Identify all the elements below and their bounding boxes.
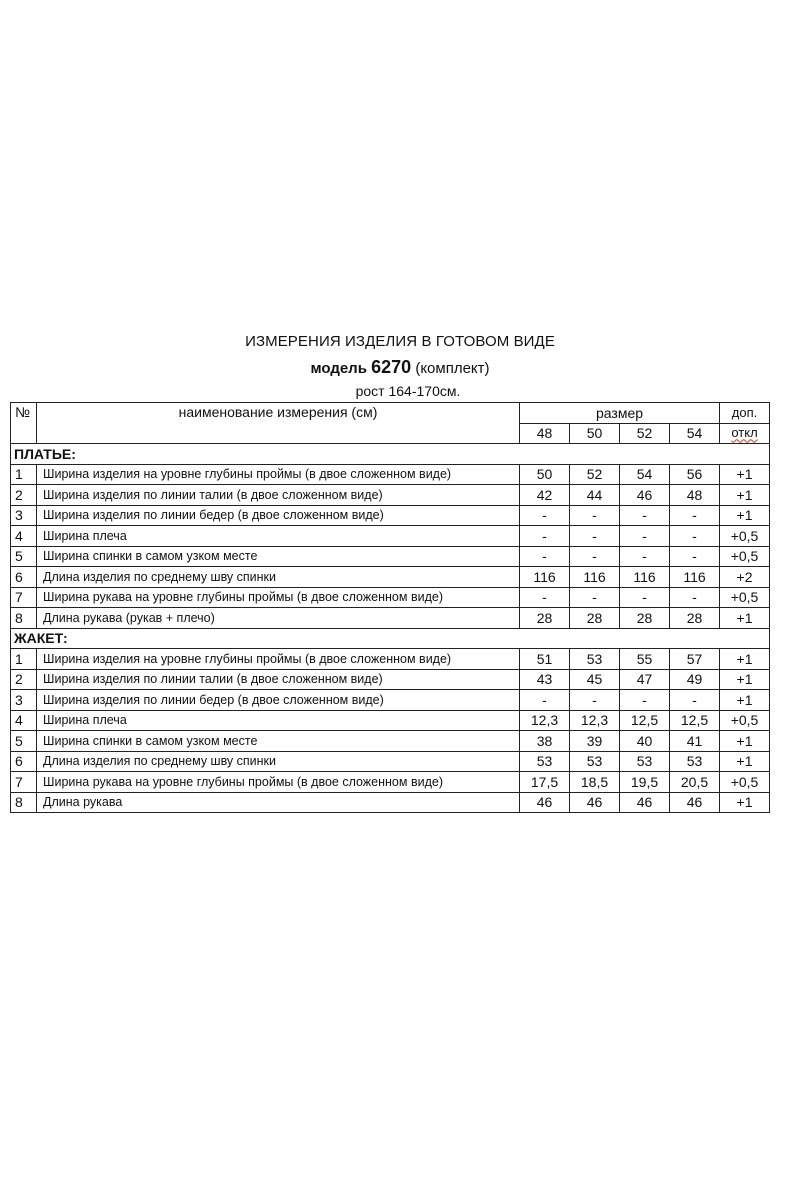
table-row	[11, 751, 770, 772]
size-value-cell: -	[620, 690, 670, 711]
size-value-cell: -	[520, 546, 570, 567]
size-value-cell: 28	[520, 608, 570, 629]
tolerance-header-line-1: доп.	[720, 403, 770, 424]
size-value-cell: 53	[670, 751, 720, 772]
size-value-cell: 44	[570, 485, 620, 506]
tolerance-cell: +1	[720, 649, 770, 670]
size-value-cell: 116	[570, 567, 620, 588]
measurement-name: Ширина рукава на уровне глубины проймы (в двое сложенном виде)	[37, 587, 520, 608]
row-number: 7	[11, 772, 37, 793]
row-number: 8	[11, 792, 37, 813]
size-value-cell: 39	[570, 731, 620, 752]
size-value-cell: 46	[620, 792, 670, 813]
size-value-cell: -	[670, 690, 720, 711]
size-value-cell: -	[620, 546, 670, 567]
measurement-name: Длина рукава	[37, 792, 520, 813]
table-row	[11, 792, 770, 813]
model-line	[0, 357, 800, 378]
size-value-cell: 28	[570, 608, 620, 629]
size-value-cell: -	[670, 526, 720, 547]
measurement-name: Ширина изделия по линии бедер (в двое сложенном виде)	[37, 690, 520, 711]
tolerance-cell: +1	[720, 464, 770, 485]
section-title: ЖАКЕТ:	[11, 628, 770, 649]
size-value-cell: -	[520, 505, 570, 526]
tolerance-cell: +1	[720, 792, 770, 813]
size-value-cell: 28	[620, 608, 670, 629]
size-value-cell: 48	[670, 485, 720, 506]
row-number: 6	[11, 567, 37, 588]
size-value-cell: 53	[570, 649, 620, 670]
size-value-cell: 28	[670, 608, 720, 629]
size-value-cell: 53	[620, 751, 670, 772]
measurement-name: Ширина изделия на уровне глубины проймы (в двое сложенном виде)	[37, 464, 520, 485]
size-value-cell: -	[670, 546, 720, 567]
size-value-cell: 116	[520, 567, 570, 588]
size-value-cell: 45	[570, 669, 620, 690]
row-number: 2	[11, 485, 37, 506]
size-column-header: размер	[520, 403, 720, 424]
size-value-cell: -	[570, 690, 620, 711]
row-number: 1	[11, 464, 37, 485]
table-row	[11, 649, 770, 670]
table-row	[11, 526, 770, 547]
size-value-cell: 12,5	[620, 710, 670, 731]
row-number: 2	[11, 669, 37, 690]
tolerance-cell: +2	[720, 567, 770, 588]
size-value-cell: 57	[670, 649, 720, 670]
name-column-header: наименование измерения (см)	[37, 403, 520, 444]
row-number: 5	[11, 546, 37, 567]
measurement-name: Ширина изделия по линии талии (в двое сложенном виде)	[37, 485, 520, 506]
tolerance-header-line-2	[720, 423, 770, 444]
model-suffix: (комплект)	[415, 360, 490, 377]
section-title: ПЛАТЬЕ:	[11, 444, 770, 465]
tolerance-cell: +1	[720, 669, 770, 690]
size-value-cell: 116	[620, 567, 670, 588]
row-number: 1	[11, 649, 37, 670]
size-48-header: 48	[520, 423, 570, 444]
height-range: рост 164-170см.	[355, 383, 461, 399]
size-value-cell: -	[520, 690, 570, 711]
tolerance-cell: +0,5	[720, 546, 770, 567]
row-number: 4	[11, 526, 37, 547]
tolerance-cell: +0,5	[720, 772, 770, 793]
size-value-cell: 18,5	[570, 772, 620, 793]
size-52-header: 52	[620, 423, 670, 444]
tolerance-cell: +1	[720, 690, 770, 711]
size-value-cell: -	[570, 587, 620, 608]
row-number: 8	[11, 608, 37, 629]
size-value-cell: -	[620, 526, 670, 547]
table-row	[11, 731, 770, 752]
model-label: модель	[310, 360, 367, 377]
size-value-cell: 55	[620, 649, 670, 670]
measurement-name: Ширина спинки в самом узком месте	[37, 731, 520, 752]
size-value-cell: 56	[670, 464, 720, 485]
size-value-cell: 19,5	[620, 772, 670, 793]
size-value-cell: 54	[620, 464, 670, 485]
size-value-cell: -	[520, 526, 570, 547]
size-value-cell: 46	[620, 485, 670, 506]
size-value-cell: 46	[670, 792, 720, 813]
tolerance-cell: +1	[720, 505, 770, 526]
size-value-cell: -	[570, 505, 620, 526]
size-value-cell: -	[620, 505, 670, 526]
table-row	[11, 505, 770, 526]
size-value-cell: 116	[670, 567, 720, 588]
table-row	[11, 608, 770, 629]
measurement-name: Длина изделия по среднему шву спинки	[37, 751, 520, 772]
size-value-cell: -	[670, 587, 720, 608]
row-number: 3	[11, 505, 37, 526]
size-value-cell: 40	[620, 731, 670, 752]
size-54-header: 54	[670, 423, 720, 444]
tolerance-cell: +0,5	[720, 526, 770, 547]
size-value-cell: 17,5	[520, 772, 570, 793]
size-value-cell: 46	[520, 792, 570, 813]
table-row	[11, 485, 770, 506]
tolerance-cell: +1	[720, 485, 770, 506]
measurements-table	[10, 402, 770, 813]
size-value-cell: 43	[520, 669, 570, 690]
size-value-cell: 51	[520, 649, 570, 670]
measurement-name: Ширина рукава на уровне глубины проймы (в двое сложенном виде)	[37, 772, 520, 793]
size-value-cell: 52	[570, 464, 620, 485]
table-row	[11, 464, 770, 485]
size-value-cell: 20,5	[670, 772, 720, 793]
size-value-cell: 53	[520, 751, 570, 772]
table-row	[11, 669, 770, 690]
section-header-row	[11, 444, 770, 465]
row-number: 5	[11, 731, 37, 752]
size-value-cell: 38	[520, 731, 570, 752]
measurement-name: Ширина плеча	[37, 526, 520, 547]
size-value-cell: 49	[670, 669, 720, 690]
number-column-header: №	[11, 403, 37, 444]
row-number: 6	[11, 751, 37, 772]
measurement-name: Ширина изделия по линии талии (в двое сложенном виде)	[37, 669, 520, 690]
size-value-cell: 12,5	[670, 710, 720, 731]
size-value-cell: -	[570, 546, 620, 567]
table-row	[11, 690, 770, 711]
model-number: 6270	[371, 357, 412, 377]
table-row	[11, 772, 770, 793]
size-value-cell: -	[570, 526, 620, 547]
size-value-cell: 47	[620, 669, 670, 690]
measurement-name: Ширина изделия на уровне глубины проймы (в двое сложенном виде)	[37, 649, 520, 670]
size-value-cell: 42	[520, 485, 570, 506]
measurement-name: Ширина плеча	[37, 710, 520, 731]
size-value-cell: 12,3	[520, 710, 570, 731]
document-title: ИЗМЕРЕНИЯ ИЗДЕЛИЯ В ГОТОВОМ ВИДЕ	[245, 333, 555, 350]
row-number: 7	[11, 587, 37, 608]
table-row	[11, 710, 770, 731]
measurement-name: Длина рукава (рукав + плечо)	[37, 608, 520, 629]
row-number: 4	[11, 710, 37, 731]
size-value-cell: 50	[520, 464, 570, 485]
size-value-cell: 41	[670, 731, 720, 752]
section-header-row	[11, 628, 770, 649]
tolerance-cell: +0,5	[720, 587, 770, 608]
size-value-cell: -	[620, 587, 670, 608]
size-50-header: 50	[570, 423, 620, 444]
tolerance-abbrev: откл	[731, 425, 758, 441]
table-row	[11, 587, 770, 608]
table-row	[11, 567, 770, 588]
table-row	[11, 546, 770, 567]
measurement-name: Длина изделия по среднему шву спинки	[37, 567, 520, 588]
size-value-cell: 12,3	[570, 710, 620, 731]
measurement-name: Ширина изделия по линии бедер (в двое сложенном виде)	[37, 505, 520, 526]
header-row-1	[11, 403, 770, 424]
row-number: 3	[11, 690, 37, 711]
size-value-cell: 46	[570, 792, 620, 813]
size-value-cell: -	[670, 505, 720, 526]
tolerance-cell: +1	[720, 731, 770, 752]
tolerance-cell: +0,5	[720, 710, 770, 731]
size-value-cell: 53	[570, 751, 620, 772]
tolerance-cell: +1	[720, 751, 770, 772]
size-value-cell: -	[520, 587, 570, 608]
tolerance-cell: +1	[720, 608, 770, 629]
measurement-name: Ширина спинки в самом узком месте	[37, 546, 520, 567]
